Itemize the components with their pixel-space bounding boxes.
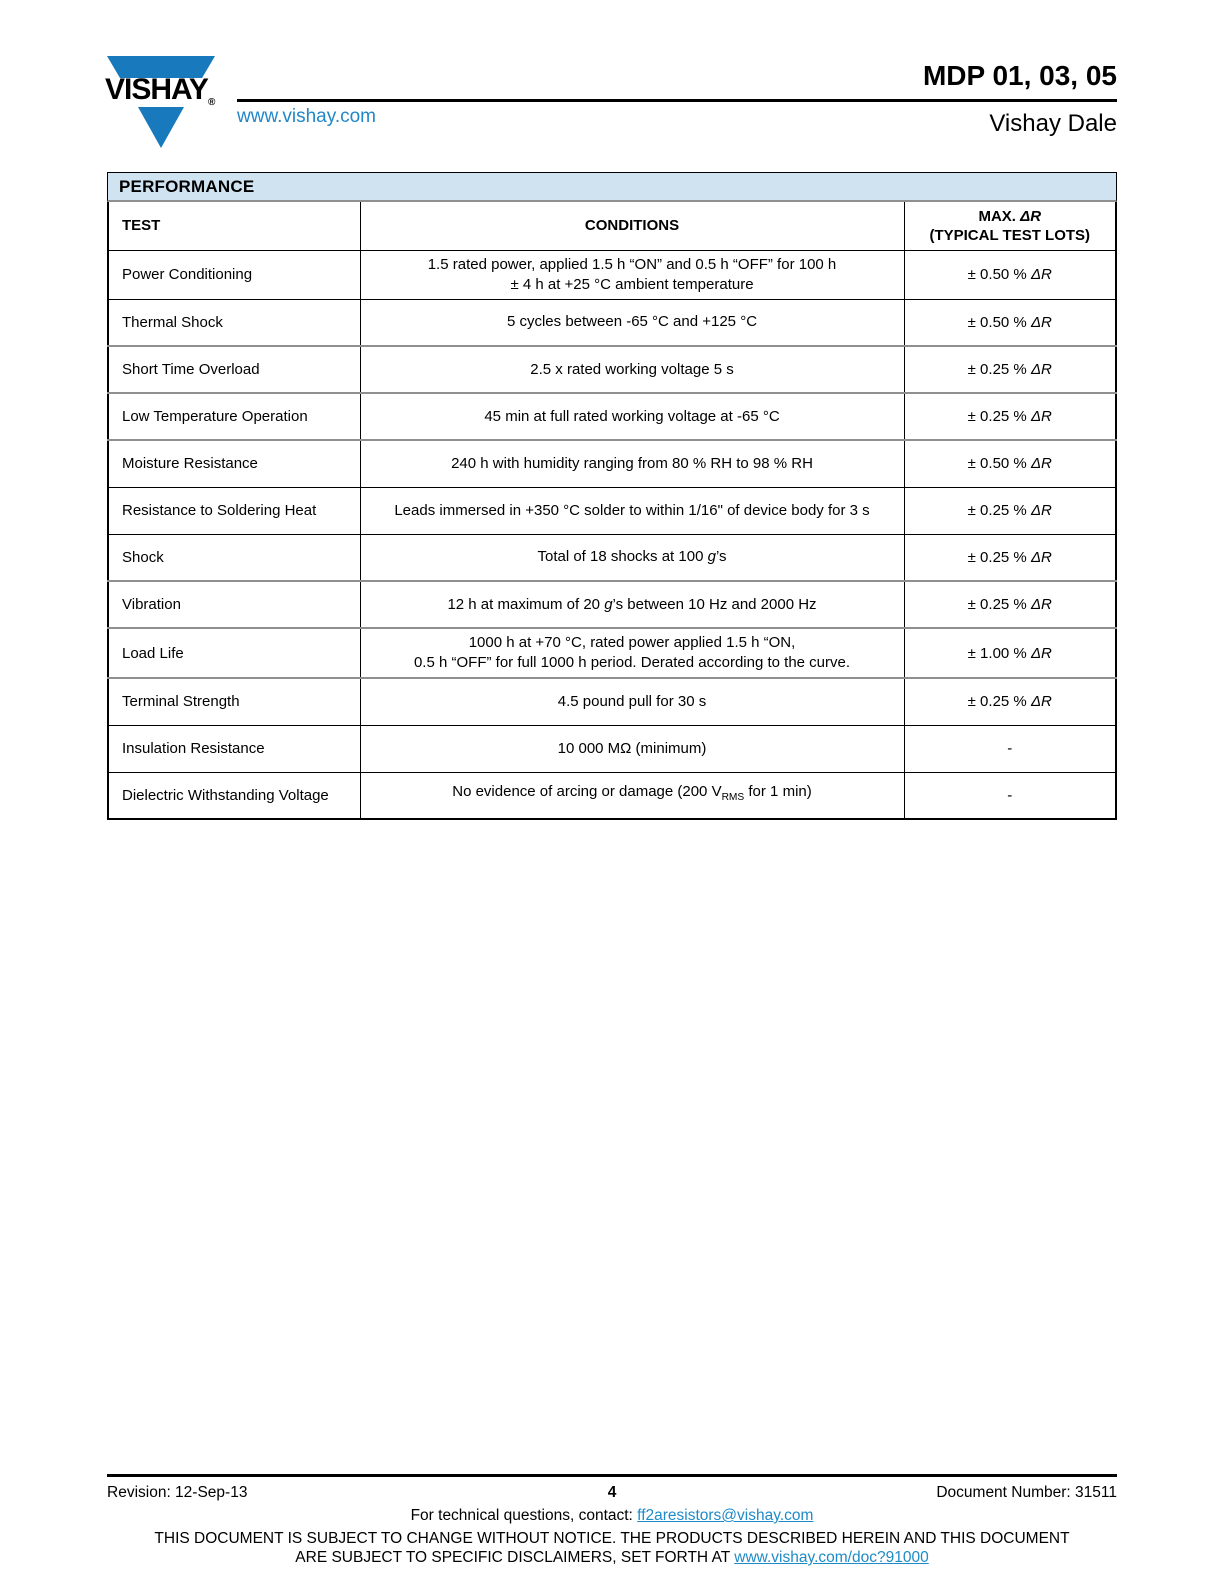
test-cell: Moisture Resistance bbox=[108, 440, 360, 487]
column-header-max-dr bbox=[904, 202, 1116, 250]
max-delta-r-cell: ± 0.50 % ΔR bbox=[904, 440, 1116, 487]
column-header-conditions: CONDITIONS bbox=[360, 202, 904, 250]
max-delta-r-cell: ± 0.25 % ΔR bbox=[904, 393, 1116, 440]
table-row bbox=[108, 393, 1116, 440]
disclaimer-line2 bbox=[0, 1549, 1224, 1567]
test-cell: Thermal Shock bbox=[108, 299, 360, 346]
max-delta-r-cell: ± 0.50 % ΔR bbox=[904, 299, 1116, 346]
website-link[interactable]: www.vishay.com bbox=[237, 106, 377, 127]
revision-date: Revision: 12-Sep-13 bbox=[107, 1484, 248, 1501]
contact-text: For technical questions, contact: bbox=[410, 1507, 638, 1524]
brand-name: Vishay Dale bbox=[989, 110, 1117, 137]
test-cell: Low Temperature Operation bbox=[108, 393, 360, 440]
test-cell: Power Conditioning bbox=[108, 250, 360, 299]
table-row bbox=[108, 534, 1116, 581]
test-cell: Load Life bbox=[108, 628, 360, 678]
vishay-logo-text: $VISHAY_®$ bbox=[105, 73, 216, 108]
conditions-cell: No evidence of arcing or damage (200 $V_{RMS}$ for 1 min) bbox=[360, 772, 904, 819]
disclaimer-text: ARE SUBJECT TO SPECIFIC DISCLAIMERS, SET FORTH AT bbox=[295, 1549, 735, 1566]
document-number: Document Number: 31511 bbox=[936, 1484, 1117, 1501]
disclaimer-doc-link[interactable]: www.vishay.com/doc?91000 bbox=[734, 1549, 929, 1566]
conditions-cell: Leads immersed in +350 °C solder to within 1/16" of device body for 3 s bbox=[360, 487, 904, 534]
test-cell: Resistance to Soldering Heat bbox=[108, 487, 360, 534]
footer-divider bbox=[107, 1474, 1117, 1477]
typical-test-lots-label: (TYPICAL TEST LOTS) bbox=[929, 226, 1091, 244]
disclaimer-line1: THIS DOCUMENT IS SUBJECT TO CHANGE WITHOUT NOTICE. THE PRODUCTS DESCRIBED HEREIN AND THIS DOCUMENT bbox=[154, 1530, 1070, 1547]
conditions-cell: 1.5 rated power, applied 1.5 h “ON” and 0.5 h “OFF” for 100 h ± 4 h at +25 °C ambient temperature bbox=[360, 250, 904, 299]
test-cell: Short Time Overload bbox=[108, 346, 360, 393]
max-delta-r-cell: ± 0.50 % ΔR bbox=[904, 250, 1116, 299]
performance-section bbox=[107, 172, 1117, 820]
conditions-cell: 2.5 x rated working voltage 5 s bbox=[360, 346, 904, 393]
max-delta-r-cell: ± 0.25 % ΔR bbox=[904, 534, 1116, 581]
conditions-cell: 1000 h at +70 °C, rated power applied 1.5 h “ON, 0.5 h “OFF” for full 1000 h period. Derated according to the curve. bbox=[360, 628, 904, 678]
test-cell: Shock bbox=[108, 534, 360, 581]
conditions-cell: 45 min at full rated working voltage at -65 °C bbox=[360, 393, 904, 440]
test-cell: Terminal Strength bbox=[108, 678, 360, 725]
table-row bbox=[108, 581, 1116, 628]
registered-mark: ® bbox=[207, 97, 216, 108]
performance-section-title: PERFORMANCE bbox=[107, 172, 1117, 202]
max-delta-r-cell: ± 0.25 % ΔR bbox=[904, 487, 1116, 534]
table-row bbox=[108, 299, 1116, 346]
test-cell: Dielectric Withstanding Voltage bbox=[108, 772, 360, 819]
table-row bbox=[108, 678, 1116, 725]
conditions-cell: 10 000 MΩ (minimum) bbox=[360, 725, 904, 772]
max-delta-r-cell: ± 0.25 % ΔR bbox=[904, 581, 1116, 628]
test-cell: Vibration bbox=[108, 581, 360, 628]
max-delta-r-cell: ± 0.25 % ΔR bbox=[904, 678, 1116, 725]
table-row bbox=[108, 725, 1116, 772]
table-header-row bbox=[108, 202, 1116, 250]
contact-line bbox=[0, 1507, 1224, 1525]
product-title: MDP 01, 03, 05 bbox=[922, 60, 1117, 91]
conditions-cell: 4.5 pound pull for 30 s bbox=[360, 678, 904, 725]
vishay-logo-triangle-bottom-icon bbox=[138, 107, 184, 148]
max-delta-r-cell: ± 0.25 % ΔR bbox=[904, 346, 1116, 393]
max-delta-r-cell: - bbox=[904, 725, 1116, 772]
table-row bbox=[108, 487, 1116, 534]
table-row bbox=[108, 250, 1116, 299]
conditions-cell: Total of 18 shocks at 100 g’s bbox=[360, 534, 904, 581]
footer-info-row bbox=[107, 1484, 1117, 1504]
conditions-cell: 240 h with humidity ranging from 80 % RH to 98 % RH bbox=[360, 440, 904, 487]
table-row bbox=[108, 628, 1116, 678]
contact-email-link[interactable]: ff2aresistors@vishay.com bbox=[637, 1507, 814, 1524]
header-divider bbox=[237, 99, 1117, 102]
table-row bbox=[108, 440, 1116, 487]
table-row bbox=[108, 772, 1116, 819]
conditions-cell: 12 h at maximum of 20 g’s between 10 Hz and 2000 Hz bbox=[360, 581, 904, 628]
max-delta-r-cell: - bbox=[904, 772, 1116, 819]
column-header-test: TEST bbox=[108, 202, 360, 250]
performance-table bbox=[107, 202, 1117, 820]
test-cell: Insulation Resistance bbox=[108, 725, 360, 772]
vishay-logo bbox=[107, 56, 237, 151]
page-number: 4 bbox=[607, 1484, 617, 1501]
max-dr-label: MAX. ΔR bbox=[978, 207, 1042, 225]
conditions-cell: 5 cycles between -65 °C and +125 °C bbox=[360, 299, 904, 346]
max-delta-r-cell: ± 1.00 % ΔR bbox=[904, 628, 1116, 678]
table-row bbox=[108, 346, 1116, 393]
